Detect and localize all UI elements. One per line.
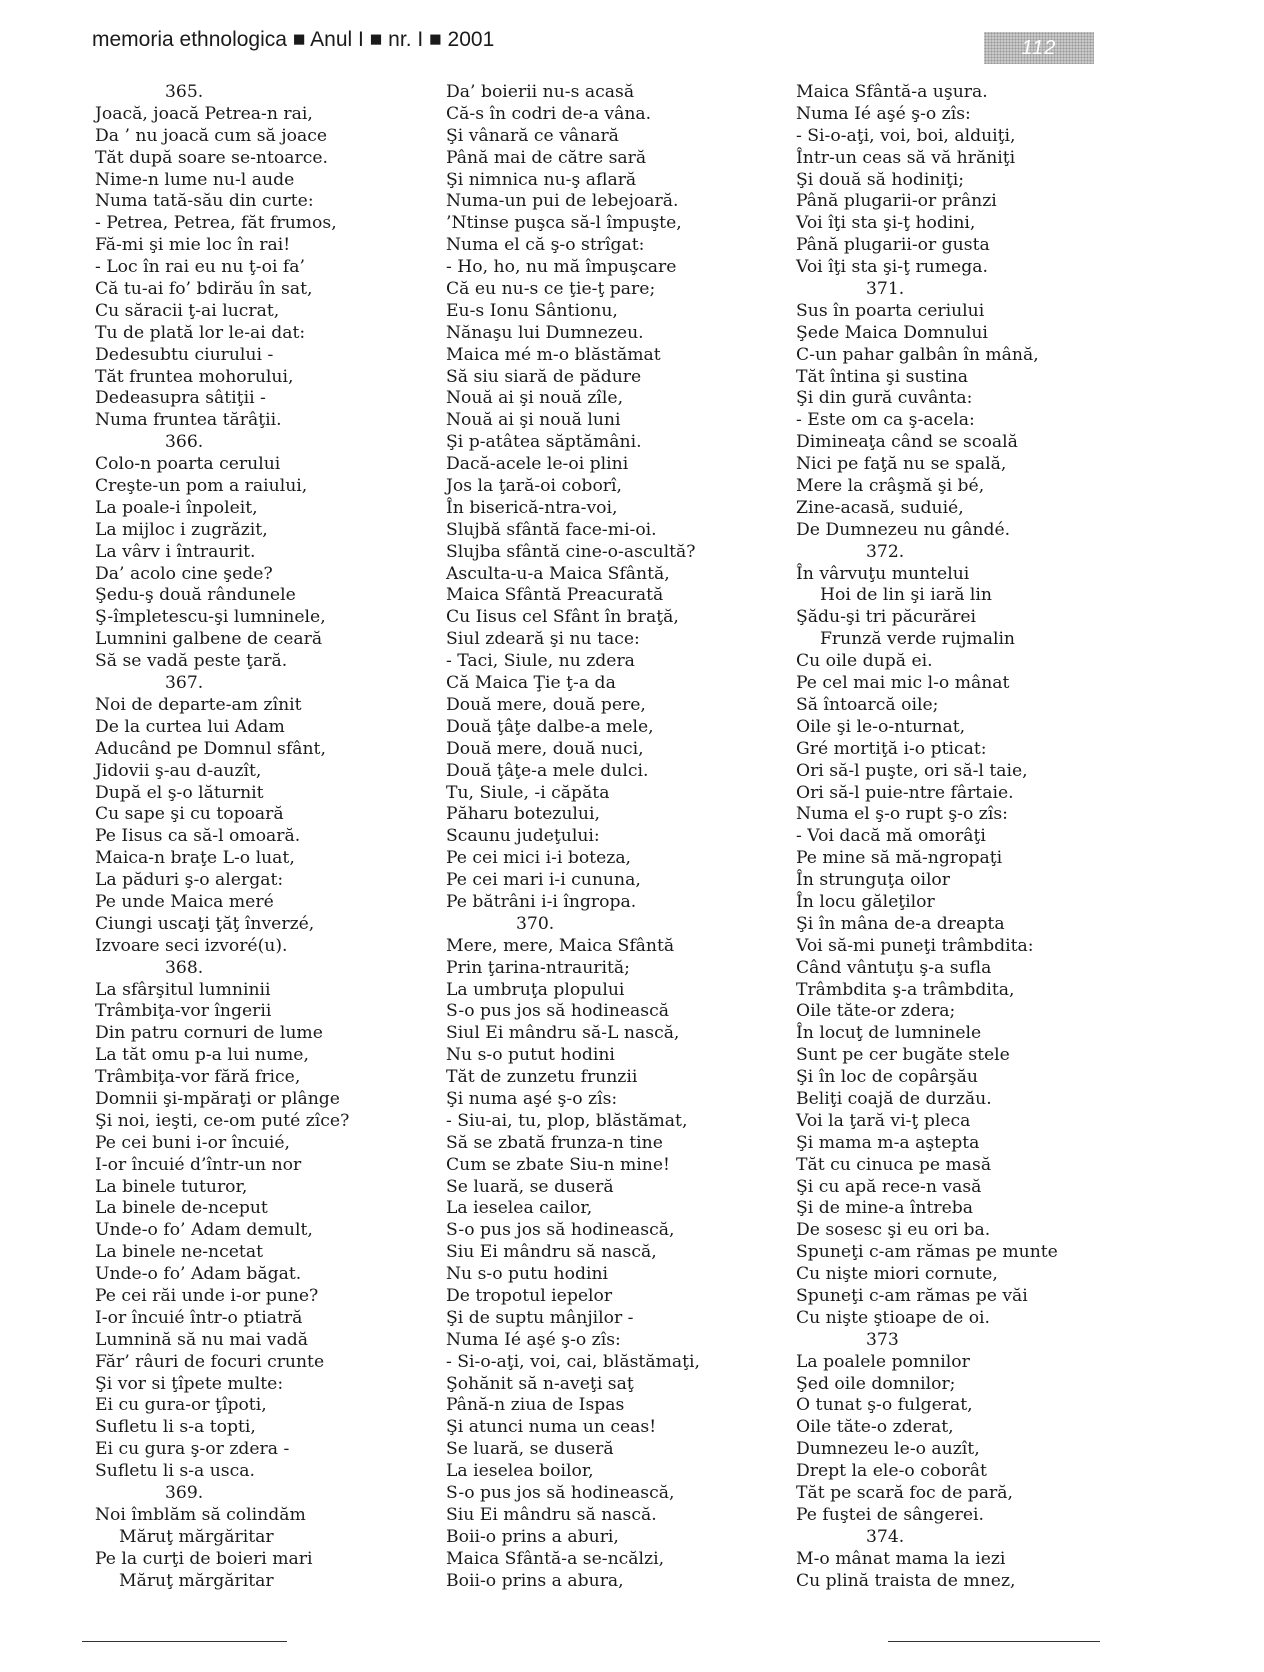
running-header	[92, 28, 1102, 62]
verse-line: Tăt fruntea mohorului,	[95, 366, 294, 387]
verse-line: Dedeasupra sâtiţii -	[95, 388, 266, 409]
verse-line: Joacă, joacă Petrea-n rai,	[95, 103, 313, 124]
verse-line: Pe mine să mă-ngropaţi	[796, 848, 1003, 869]
verse-line: Pe cei mici i-i boteza,	[446, 848, 632, 869]
verse-line: Cu oile după ei.	[796, 651, 933, 672]
poem-number: 367.	[165, 673, 204, 694]
verse-line: - Taci, Siule, nu zdera	[446, 651, 635, 672]
verse-line: Tăt întina şi sustina	[796, 366, 969, 387]
poem-number: 365.	[165, 82, 204, 102]
verse-line: - Loc în rai eu nu ţ-oi fa’	[95, 257, 305, 278]
verse-line: Voi îţi sta şi-ţ rumega.	[796, 257, 988, 278]
verse-line: Da’ acolo cine şede?	[95, 563, 273, 584]
verse-line: Voi îţi sta şi-ţ hodini,	[796, 213, 976, 234]
poem-number: 371.	[866, 279, 905, 300]
verse-line: Sus în poarta ceriului	[796, 300, 985, 321]
verse-line: - Voi dacă mă omorâţi	[796, 826, 986, 847]
verse-line: Ciungi uscaţi ţăţ înverzé,	[95, 913, 315, 934]
verse-line: Voi la ţară vi-ţ pleca	[796, 1110, 971, 1131]
verse-line: C-un pahar galbân în mână,	[796, 344, 1039, 365]
text-column-right	[796, 82, 1136, 1592]
verse-line: Voi să-mi puneţi trâmbdita:	[796, 935, 1034, 956]
verse-line: Trâmbiţa-vor îngerii	[95, 1001, 272, 1022]
verse-line: Oile tăte-o zderat,	[796, 1417, 954, 1438]
verse-line: Ori să-l puie-ntre fârtaie.	[796, 782, 1014, 803]
verse-line: Boii-o prins a abura,	[446, 1570, 624, 1591]
verse-line: Cu sape şi cu topoară	[95, 804, 284, 825]
verse-line: Măruţ mărgăritar	[119, 1526, 274, 1547]
footer-rule-left	[82, 1641, 287, 1642]
verse-line: Că tu-ai fo’ bdirău în sat,	[95, 279, 313, 300]
verse-line: Ei cu gura-or ţîpoti,	[95, 1395, 267, 1416]
verse-line: Până plugarii-or prânzi	[796, 191, 997, 212]
verse-line: Tu, Siule, -i căpăta	[446, 782, 610, 803]
verse-line: - Petrea, Petrea, făt frumos,	[95, 213, 337, 234]
verse-line: Slujba sfântă cine-o-ascultă?	[446, 541, 696, 562]
verse-line: Cu Iisus cel Sfânt în braţă,	[446, 607, 679, 628]
verse-line: Şi numa aşé ş-o zîs:	[446, 1088, 618, 1109]
verse-line: În strunguţa oilor	[796, 870, 950, 891]
verse-line: Dimineaţa când se scoală	[796, 432, 1018, 453]
poem-number: 374.	[866, 1526, 905, 1547]
verse-line: Slujbă sfântă face-mi-oi.	[446, 519, 657, 540]
verse-line: La poalele pomnilor	[796, 1351, 970, 1372]
verse-line: La tăt omu p-a lui nume,	[95, 1045, 309, 1066]
verse-line: Nănaşu lui Dumnezeu.	[446, 322, 644, 343]
verse-line: Că-s în codri de-a vâna.	[446, 103, 652, 124]
verse-line: Că Maica Ţie ţ-a da	[446, 673, 616, 694]
verse-line: Maica Sfântă-a se-ncălzi,	[446, 1548, 665, 1569]
verse-line: Tăt de zunzetu frunzii	[446, 1067, 638, 1088]
verse-line: Dumnezeu le-o auzît,	[796, 1439, 980, 1460]
verse-line: Şi p-atâtea săptămâni.	[446, 432, 642, 453]
verse-line: Până mai de către sară	[446, 147, 647, 168]
verse-line: În vârvuţu muntelui	[796, 563, 970, 584]
verse-line: Aducând pe Domnul sfânt,	[95, 738, 326, 759]
verse-line: Nime-n lume nu-l aude	[95, 169, 295, 190]
verse-line: Se luară, se duseră	[446, 1176, 614, 1197]
verse-line: Noi îmblăm să colindăm	[95, 1504, 306, 1525]
verse-line: Şi în mâna de-a dreapta	[796, 913, 1005, 934]
verse-line: Şedu-ş două rândunele	[95, 585, 296, 606]
poem-number: 372.	[866, 541, 905, 562]
verse-line: Pe unde Maica meré	[95, 891, 274, 912]
verse-line: Se luară, se duseră	[446, 1439, 614, 1460]
poem-number: 370.	[516, 913, 555, 934]
verse-line: La binele tuturor,	[95, 1176, 248, 1197]
verse-line: Să întoarcă oile;	[796, 694, 939, 715]
verse-line: Da’ boierii nu-s acasă	[446, 82, 635, 102]
footer-rule-right	[888, 1641, 1100, 1642]
verse-line: Maica Sfântă Preacurată	[446, 585, 664, 606]
verse-line: Noi de departe-am zînit	[95, 694, 302, 715]
verse-line: Prin ţarina-ntraurită;	[446, 957, 630, 978]
verse-line: Cu nişte miori cornute,	[796, 1264, 998, 1285]
verse-line: Colo-n poarta cerului	[95, 454, 281, 475]
text-column-left	[95, 82, 435, 1592]
verse-line: Frunză verde rujmalin	[820, 629, 1016, 650]
poem-number: 373	[866, 1329, 899, 1350]
verse-line: Două mere, două pere,	[446, 694, 646, 715]
verse-line: Trâmbiţa-vor fără frice,	[95, 1067, 301, 1088]
verse-line: Izvoare seci izvoré(u).	[95, 935, 288, 956]
verse-line: La binele de-nceput	[95, 1198, 268, 1219]
verse-line: Spuneţi c-am rămas pe munte	[796, 1242, 1058, 1263]
verse-line: Siul zdeară şi nu tace:	[446, 629, 640, 650]
verse-line: Lumnină să nu mai vadă	[95, 1329, 308, 1350]
verse-line: De sosesc şi eu ori ba.	[796, 1220, 991, 1241]
text-column-middle	[446, 82, 786, 1592]
verse-line: - Este om ca ş-acela:	[796, 410, 975, 431]
verse-line: Două mere, două nuci,	[446, 738, 644, 759]
verse-line: La ieselea cailor,	[446, 1198, 593, 1219]
verse-line: Maica-n braţe L-o luat,	[95, 848, 295, 869]
poem-number: 369.	[165, 1483, 204, 1503]
verse-line: Cu nişte ştioape de oi.	[796, 1307, 991, 1328]
verse-line: ’Ntinse puşca să-l împuşte,	[446, 213, 682, 234]
verse-line: Gré mortiţă i-o pticat:	[796, 738, 987, 759]
verse-line: Pe cel mai mic l-o mânat	[796, 673, 1010, 694]
verse-line: Dedesubtu ciurului -	[95, 344, 274, 365]
verse-line: Nouă ai şi nouă luni	[446, 410, 621, 431]
verse-line: M-o mânat mama la iezi	[796, 1548, 1006, 1569]
verse-line: Numa Ié aşé ş-o zîs:	[796, 103, 971, 124]
verse-line: Să siu siară de pădure	[446, 366, 642, 387]
verse-line: Şi în loc de copârşău	[796, 1067, 978, 1088]
poem-number: 368.	[165, 957, 204, 978]
verse-line: Şed oile domnilor;	[796, 1373, 956, 1394]
verse-line: Drept la ele-o coborât	[796, 1461, 987, 1482]
verse-line: - Siu-ai, tu, plop, blăstămat,	[446, 1110, 688, 1131]
verse-line: Tăt cu cinuca pe masă	[796, 1154, 992, 1175]
verse-line: În locuţ de lumninele	[796, 1023, 982, 1044]
verse-line: Dacă-acele le-oi plini	[446, 454, 629, 475]
verse-line: I-or încuié într-o ptiatră	[95, 1307, 303, 1328]
verse-line: Până plugarii-or gusta	[796, 235, 990, 256]
verse-line: Şi nimnica nu-ş aflară	[446, 169, 637, 190]
verse-line: Siul Ei mândru să-L nască,	[446, 1023, 680, 1044]
verse-line: Creşte-un pom a raiului,	[95, 476, 308, 497]
verse-line: Până-n ziua de Ispas	[446, 1395, 625, 1416]
verse-line: Da ’ nu joacă cum să joace	[95, 125, 327, 146]
verse-line: Siu Ei mândru să nască,	[446, 1242, 657, 1263]
verse-line: Unde-o fo’ Adam demult,	[95, 1220, 313, 1241]
verse-line: Şi de mine-a întreba	[796, 1198, 974, 1219]
journal-title: memoria ethnologica ■ Anul I ■ nr. I ■ 2001	[92, 28, 495, 51]
verse-line: Două ţâţe dalbe-a mele,	[446, 716, 654, 737]
verse-line: Ori să-l puşte, ori să-l taie,	[796, 760, 1028, 781]
poem-number: 366.	[165, 432, 204, 453]
verse-line: Tăt pe scară foc de pară,	[796, 1483, 1013, 1503]
verse-line: Făr’ râuri de focuri crunte	[95, 1351, 325, 1372]
verse-line: Pe cei răi unde i-or pune?	[95, 1285, 319, 1306]
verse-line: La păduri ş-o alergat:	[95, 870, 284, 891]
verse-line: Şi din gură cuvânta:	[796, 388, 973, 409]
verse-line: La poale-i înpoleit,	[95, 497, 258, 518]
verse-line: Mere, mere, Maica Sfântă	[446, 935, 675, 956]
verse-line: Pe cei buni i-or încuié,	[95, 1132, 291, 1153]
verse-line: Boii-o prins a aburi,	[446, 1526, 619, 1547]
verse-line: Maica mé m-o blăstămat	[446, 344, 661, 365]
verse-line: Şi vânară ce vânară	[446, 125, 619, 146]
verse-line: - Si-o-aţi, voi, boi, alduiţi,	[796, 125, 1016, 146]
verse-line: Numa el că ş-o strîgat:	[446, 235, 645, 256]
verse-line: Şi atunci numa un ceas!	[446, 1417, 657, 1438]
verse-line: La sfârşitul lumninii	[95, 979, 271, 1000]
verse-line: Nu s-o putu hodini	[446, 1264, 609, 1285]
verse-line: Siu Ei mândru să nască.	[446, 1504, 657, 1525]
verse-line: Domnii şi-mpăraţi or plânge	[95, 1088, 340, 1109]
verse-line: Şi mama m-a aştepta	[796, 1132, 980, 1153]
verse-line: La binele ne-ncetat	[95, 1242, 263, 1263]
verse-line: Numa Ié aşé ş-o zîs:	[446, 1329, 621, 1350]
verse-line: Într-un ceas să vă hrăniţi	[796, 147, 1016, 168]
verse-line: Sufletu li s-a usca.	[95, 1461, 255, 1482]
verse-line: Zine-acasă, suduié,	[796, 497, 964, 518]
verse-line: În locu gălеţilor	[796, 891, 935, 912]
verse-line: Jos la ţară-oi coborî,	[446, 476, 622, 497]
verse-line: De la curtea lui Adam	[95, 716, 285, 737]
verse-line: Oile tăte-or zdera;	[796, 1001, 956, 1022]
verse-line: Şi de suptu mânjilor -	[446, 1307, 634, 1328]
verse-line: Unde-o fo’ Adam băgat.	[95, 1264, 302, 1285]
verse-line: Să se vadă peste ţară.	[95, 651, 288, 672]
verse-line: Numa fruntea tărâţii.	[95, 410, 282, 431]
verse-line: Tăt după soare se-ntoarce.	[95, 147, 328, 168]
verse-line: Că eu nu-s ce ţie-ţ pare;	[446, 279, 656, 300]
verse-line: Jidovii ş-au d-auzît,	[95, 760, 262, 781]
verse-line: Şohănit să n-aveţi saţ	[446, 1373, 634, 1394]
verse-line: Beliţi coajă de durzău.	[796, 1088, 992, 1109]
verse-line: Tu de plată lor le-ai dat:	[95, 322, 306, 343]
verse-line: Pe cei mari i-i cununa,	[446, 870, 641, 891]
verse-line: Şi două să hodiniţi;	[796, 169, 965, 190]
verse-line: Când vântuţu ş-a sufla	[796, 957, 992, 978]
verse-line: După el ş-o lăturnit	[95, 782, 264, 803]
verse-line: Oile şi le-o-nturnat,	[796, 716, 966, 737]
verse-line: I-or încuié d’într-un nor	[95, 1154, 302, 1175]
page-number: 112	[984, 32, 1094, 64]
verse-line: Hoi de lin şi iară lin	[820, 585, 992, 606]
verse-line: În biserică-ntra-voi,	[446, 497, 618, 518]
verse-line: Ei cu gura ş-or zdera -	[95, 1439, 290, 1460]
verse-line: Pe Iisus ca să-l omoară.	[95, 826, 301, 847]
verse-line: Asculta-u-a Maica Sfântă,	[446, 563, 670, 584]
verse-line: Numa el ş-o rupt ş-o zîs:	[796, 804, 1008, 825]
verse-line: Lumnini galbene de ceară	[95, 629, 323, 650]
verse-line: Şi cu apă rece-n vasă	[796, 1176, 982, 1197]
verse-line: La mijloc i zugrăzit,	[95, 519, 268, 540]
verse-line: S-o pus jos să hodinească,	[446, 1220, 675, 1241]
verse-line: Mere la crâşmă şi bé,	[796, 476, 985, 497]
verse-line: Spuneţi c-am rămas pe văi	[796, 1285, 1028, 1306]
verse-line: La umbruţa plopului	[446, 979, 625, 1000]
verse-line: De tropotul iepelor	[446, 1285, 613, 1306]
verse-line: Sunt pe cer bugăte stele	[796, 1045, 1010, 1066]
verse-line: O tunat ş-o fulgerat,	[796, 1395, 973, 1416]
verse-line: Nouă ai şi nouă zîle,	[446, 388, 624, 409]
verse-line: Păharu botezului,	[446, 804, 600, 825]
verse-line: Ş-împletescu-şi lumninele,	[95, 607, 326, 628]
verse-line: Şădu-şi tri păcurărei	[796, 607, 977, 628]
verse-line: Şi vor si ţîpete multe:	[95, 1373, 284, 1394]
verse-line: La vârv i întraurit.	[95, 541, 256, 562]
verse-line: Şi noi, ieşti, ce-om puté zîce?	[95, 1110, 350, 1131]
verse-line: Măruţ mărgăritar	[119, 1570, 274, 1591]
verse-line: Sufletu li s-a topti,	[95, 1417, 256, 1438]
verse-line: Maica Sfântă-a uşura.	[796, 82, 988, 102]
verse-line: - Si-o-aţi, voi, cai, blăstămaţi,	[446, 1351, 700, 1372]
verse-line: Şede Maica Domnului	[796, 322, 988, 343]
verse-line: Fă-mi şi mie loc în rai!	[95, 235, 291, 256]
verse-line: Scaunu judeţului:	[446, 826, 600, 847]
verse-line: S-o pus jos să hodinească	[446, 1001, 669, 1022]
verse-line: Nu s-o putut hodini	[446, 1045, 615, 1066]
verse-line: Numa-un pui de lebejoară.	[446, 191, 679, 212]
verse-line: S-o pus jos să hodinească,	[446, 1483, 675, 1503]
verse-line: Cu săracii ţ-ai lucrat,	[95, 300, 280, 321]
verse-line: Cum se zbate Siu-n mine!	[446, 1154, 670, 1175]
verse-line: Cu plină traista de mnez,	[796, 1570, 1016, 1591]
verse-line: Nici pe faţă nu se spală,	[796, 454, 1007, 475]
verse-line: Două ţâţe-a mele dulci.	[446, 760, 649, 781]
verse-line: Pe fuştei de sângerei.	[796, 1504, 985, 1525]
verse-line: Eu-s Ionu Sântionu,	[446, 300, 618, 321]
verse-line: Pe bătrâni i-i îngropa.	[446, 891, 637, 912]
verse-line: Din patru cornuri de lume	[95, 1023, 323, 1044]
verse-line: Să se zbată frunza-n tine	[446, 1132, 663, 1153]
verse-line: La ieselea boilor,	[446, 1461, 594, 1482]
verse-line: - Ho, ho, nu mă împuşcare	[446, 257, 677, 278]
verse-line: De Dumnezeu nu gândé.	[796, 519, 1011, 540]
verse-line: Pe la curţi de boieri mari	[95, 1548, 313, 1569]
verse-line: Trâmbdita ş-a trâmbdita,	[796, 979, 1015, 1000]
verse-line: Numa tată-său din curte:	[95, 191, 314, 212]
